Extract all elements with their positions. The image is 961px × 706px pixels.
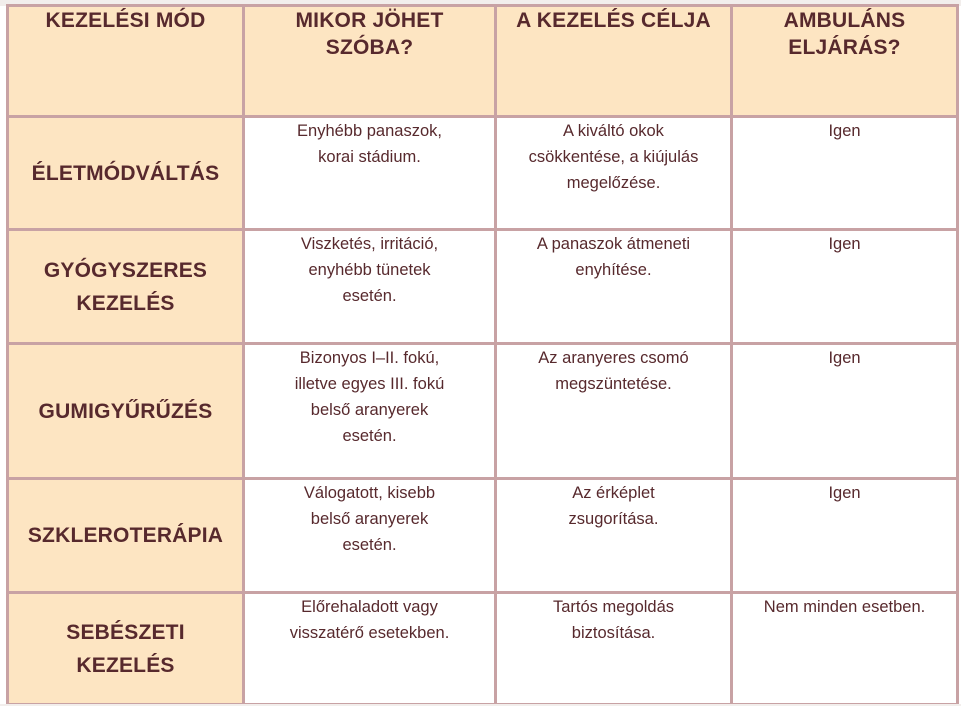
header-when: [244, 6, 496, 117]
method-cell: [8, 230, 244, 344]
header-outpatient-line: AMBULÁNS: [783, 9, 906, 32]
when-line: enyhébb tünetek: [308, 261, 431, 279]
method-line: GYÓGYSZERES: [43, 258, 208, 282]
goal-cell: [496, 344, 732, 479]
outpatient-value: Igen: [828, 349, 861, 367]
header-outpatient-line: ELJÁRÁS?: [788, 36, 901, 59]
when-cell: [244, 479, 496, 593]
when-line: Előrehaladott vagy: [301, 598, 438, 616]
outpatient-value: Nem minden esetben.: [763, 598, 926, 616]
header-method: [8, 6, 244, 117]
when-line: korai stádium.: [318, 148, 421, 166]
method-cell: [8, 479, 244, 593]
goal-line: csökkentése, a kiújulás: [528, 148, 699, 166]
outpatient-cell: [732, 479, 958, 593]
goal-line: A panaszok átmeneti: [536, 235, 691, 253]
when-line: illetve egyes III. fokú: [294, 375, 445, 393]
when-line: belső aranyerek: [310, 401, 429, 419]
goal-cell: [496, 479, 732, 593]
header-row: [8, 6, 958, 117]
method-line: SEBÉSZETI: [66, 620, 185, 644]
when-line: Viszketés, irritáció,: [300, 235, 439, 253]
goal-line: Az aranyeres csomó: [538, 349, 689, 367]
goal-line: megszüntetése.: [555, 375, 672, 393]
goal-line: Az érképlet: [572, 484, 655, 502]
method-cell: [8, 117, 244, 230]
method-line: KEZELÉS: [76, 653, 175, 677]
goal-cell: [496, 593, 732, 705]
method-cell: [8, 593, 244, 705]
goal-line: megelőzése.: [566, 174, 661, 192]
outpatient-cell: [732, 117, 958, 230]
goal-cell: [496, 117, 732, 230]
goal-line: zsugorítása.: [568, 510, 659, 528]
goal-line: biztosítása.: [571, 624, 656, 642]
when-line: Válogatott, kisebb: [303, 484, 436, 502]
method-cell: [8, 344, 244, 479]
table-row: [8, 230, 958, 344]
goal-line: A kiváltó okok: [563, 122, 664, 140]
when-line: visszatérő esetekben.: [289, 624, 450, 642]
outpatient-cell: [732, 344, 958, 479]
goal-cell: [496, 230, 732, 344]
header-outpatient: [732, 6, 958, 117]
when-cell: [244, 230, 496, 344]
when-line: esetén.: [342, 287, 397, 305]
method-line: KEZELÉS: [76, 291, 175, 315]
when-line: esetén.: [342, 427, 397, 445]
when-cell: [244, 593, 496, 705]
when-line: belső aranyerek: [310, 510, 429, 528]
goal-line: Tartós megoldás: [552, 598, 675, 616]
method-line: ÉLETMÓDVÁLTÁS: [31, 161, 220, 185]
header-goal: [496, 6, 732, 117]
table-row: [8, 344, 958, 479]
outpatient-value: Igen: [828, 122, 861, 140]
outpatient-value: Igen: [828, 484, 861, 502]
when-cell: [244, 117, 496, 230]
header-goal-label: A KEZELÉS CÉLJA: [516, 9, 711, 32]
when-line: Enyhébb panaszok,: [297, 122, 442, 140]
outpatient-cell: [732, 593, 958, 705]
table-row: [8, 479, 958, 593]
goal-line: enyhítése.: [575, 261, 652, 279]
method-line: GUMIGYŰRŰZÉS: [38, 399, 213, 423]
outpatient-value: Igen: [828, 235, 861, 253]
treatment-table: [6, 4, 959, 706]
when-cell: [244, 344, 496, 479]
table-row: [8, 117, 958, 230]
header-method-label: KEZELÉSI MÓD: [45, 9, 206, 32]
header-when-line: MIKOR JÖHET: [295, 9, 444, 32]
header-when-line: SZÓBA?: [325, 36, 414, 59]
when-line: esetén.: [342, 536, 397, 554]
method-line: SZKLEROTERÁPIA: [27, 524, 224, 547]
table-row: [8, 593, 958, 705]
when-line: Bizonyos I–II. fokú,: [299, 349, 440, 367]
outpatient-cell: [732, 230, 958, 344]
